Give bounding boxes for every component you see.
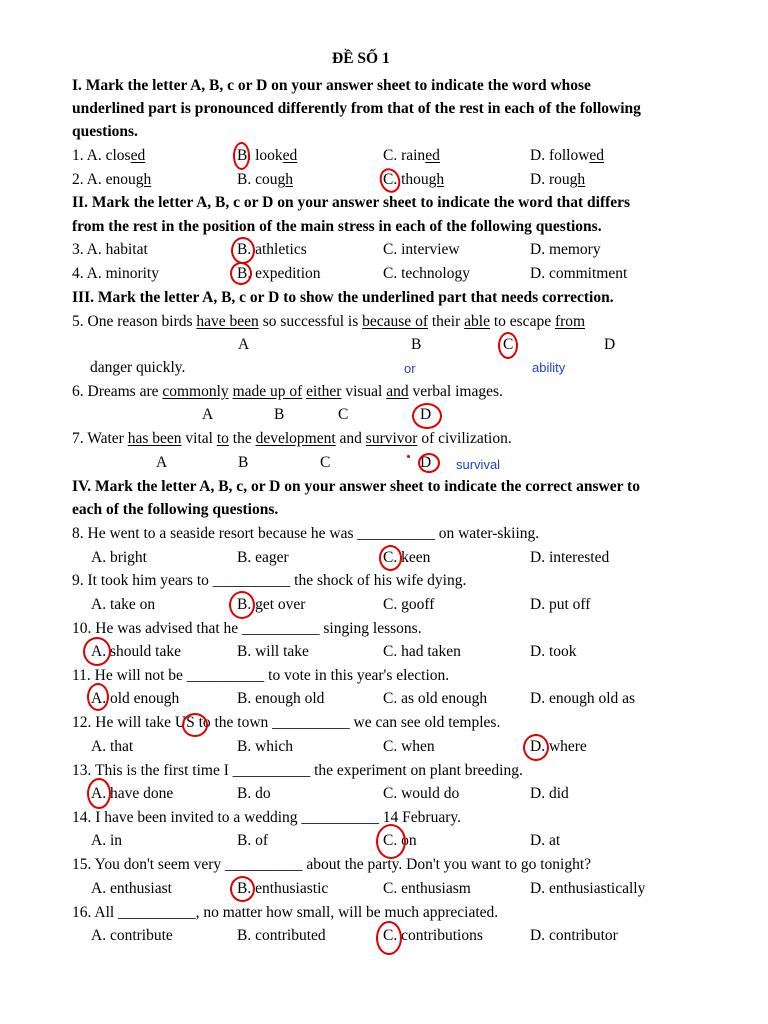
- q4-option-d: D. commitment: [530, 265, 628, 282]
- q13-option-d: D. did: [530, 785, 569, 802]
- q8-option-c: C. keen: [383, 549, 431, 566]
- q10-stem: 10. He was advised that he __________ singing lessons.: [72, 620, 422, 637]
- q5-label-b: B: [411, 336, 422, 353]
- q11-stem: 11. He will not be __________ to vote in this year's election.: [72, 667, 450, 684]
- q16-option-c: C. contributions: [383, 927, 483, 944]
- q3-option-b: B. athletics: [237, 241, 307, 258]
- answer-mark-q14: [376, 824, 406, 859]
- q13-option-c: C. would do: [383, 785, 460, 802]
- handwritten-note-or: or: [404, 361, 416, 376]
- q15-option-d: D. enthusiastically: [530, 880, 646, 897]
- q11-option-b: B. enough old: [237, 690, 325, 707]
- section-4-instruction-line-1: IV. Mark the letter A, B, c, or D on your answer sheet to indicate the correct answer to: [72, 478, 640, 495]
- q1-option-d: D. followed: [530, 147, 605, 164]
- q7-label-d: D: [420, 454, 432, 471]
- q1-option-b: B. looked: [237, 147, 298, 164]
- q2-option-d: D. rough: [530, 171, 586, 188]
- q9-option-a: A. take on: [91, 596, 156, 613]
- q2-option-c: C. though: [383, 171, 445, 188]
- page-title: ĐỀ SỐ 1: [332, 50, 390, 67]
- answer-mark-q7-dot: [407, 455, 410, 458]
- q11-option-a: A. old enough: [91, 690, 180, 707]
- answer-mark-q12-us: [182, 713, 208, 737]
- q8-option-b: B. eager: [237, 549, 289, 566]
- q5-label-a: A: [238, 336, 250, 353]
- section-2-instruction-line-2: from the rest in the position of the main stress in each of the following questions.: [72, 218, 602, 235]
- q8-option-d: D. interested: [530, 549, 610, 566]
- q11-option-d: D. enough old as: [530, 690, 636, 707]
- q10-option-b: B. will take: [237, 643, 309, 660]
- q14-option-b: B. of: [237, 832, 268, 849]
- q7-label-a: A: [156, 454, 168, 471]
- answer-mark-q7: [418, 453, 440, 473]
- q5-sentence: 5. One reason birds have been so successful is because of their able to escape from: [72, 313, 586, 330]
- q16-option-d: D. contributor: [530, 927, 618, 944]
- q6-label-b: B: [274, 406, 285, 423]
- q14-option-a: A. in: [91, 832, 122, 849]
- q16-option-b: B. contributed: [237, 927, 326, 944]
- q2-option-a: 2. A. enough: [72, 171, 152, 188]
- answer-mark-q16: [376, 921, 402, 955]
- q15-option-c: C. enthusiasm: [383, 880, 471, 897]
- q9-stem: 9. It took him years to __________ the shock of his wife dying.: [72, 572, 467, 589]
- q3-option-a: 3. A. habitat: [72, 241, 148, 258]
- q1-option-a: 1. A. closed: [72, 147, 146, 164]
- section-1-instruction-line-2: underlined part is pronounced differently from that of the rest in each of the following: [72, 100, 641, 117]
- answer-mark-q15: [230, 876, 255, 902]
- answer-mark-q6: [412, 403, 442, 429]
- q3-option-c: C. interview: [383, 241, 460, 258]
- q5-label-c: C: [503, 336, 514, 353]
- q13-stem: 13. This is the first time I __________ the experiment on plant breeding.: [72, 762, 523, 779]
- q5-label-d: D: [604, 336, 616, 353]
- q12-option-a: A. that: [91, 738, 134, 755]
- q6-label-d: D: [420, 406, 432, 423]
- answer-mark-q11: [87, 683, 109, 711]
- q13-option-b: B. do: [237, 785, 271, 802]
- q15-option-b: B. enthusiastic: [237, 880, 329, 897]
- answer-mark-q4: [230, 262, 252, 285]
- section-2-instruction-line-1: II. Mark the letter A, B, c or D on your answer sheet to indicate the word that differs: [72, 194, 631, 211]
- q13-option-a: A. have done: [91, 785, 174, 802]
- q4-option-a: 4. A. minority: [72, 265, 159, 282]
- q4-option-b: B. expedition: [237, 265, 321, 282]
- handwritten-note-survival: survival: [456, 457, 501, 472]
- q11-option-c: C. as old enough: [383, 690, 488, 707]
- answer-mark-q5: [498, 332, 518, 359]
- q12-stem: 12. He will take US to the town __________ we can see old temples.: [72, 714, 501, 731]
- q7-label-c: C: [320, 454, 331, 471]
- q6-label-a: A: [202, 406, 214, 423]
- q8-option-a: A. bright: [91, 549, 147, 566]
- q6-label-c: C: [338, 406, 349, 423]
- answer-mark-q9: [229, 591, 255, 619]
- section-1-instruction-line-1: I. Mark the letter A, B, c or D on your answer sheet to indicate the word whose: [72, 77, 591, 94]
- handwritten-note-ability: ability: [532, 360, 566, 375]
- q10-option-c: C. had taken: [383, 643, 461, 660]
- q9-option-b: B. get over: [237, 596, 306, 613]
- section-1-instruction-line-3: questions.: [72, 123, 138, 140]
- answer-mark-q8: [379, 545, 402, 571]
- q12-option-b: B. which: [237, 738, 293, 755]
- q10-option-a: A. should take: [91, 643, 181, 660]
- q6-sentence: 6. Dreams are commonly made up of either visual and verbal images.: [72, 383, 503, 400]
- q12-option-d: D. where: [530, 738, 587, 755]
- answer-mark-q12: [523, 734, 549, 761]
- answer-mark-q13: [87, 778, 111, 809]
- q14-option-c: C. on: [383, 832, 417, 849]
- q7-label-b: B: [238, 454, 249, 471]
- answer-mark-q2: [376, 165, 403, 195]
- section-4-instruction-line-2: each of the following questions.: [72, 501, 279, 518]
- answer-mark-q3: [231, 237, 255, 264]
- q16-option-a: A. contribute: [91, 927, 173, 944]
- q9-option-d: D. put off: [530, 596, 591, 613]
- q8-stem: 8. He went to a seaside resort because he was __________ on water-skiing.: [72, 525, 540, 542]
- q3-option-d: D. memory: [530, 241, 601, 258]
- q7-sentence: 7. Water has been vital to the development and survivor of civilization.: [72, 430, 512, 447]
- q2-option-b: B. cough: [237, 171, 293, 188]
- answer-mark-q1: [233, 142, 250, 170]
- q12-option-c: C. when: [383, 738, 435, 755]
- q5-sentence-continued: danger quickly.: [90, 359, 186, 376]
- q15-option-a: A. enthusiast: [91, 880, 172, 897]
- q10-option-d: D. took: [530, 643, 577, 660]
- q1-option-c: C. rained: [383, 147, 440, 164]
- q14-stem: 14. I have been invited to a wedding __________ 14 February.: [72, 809, 461, 826]
- q9-option-c: C. gooff: [383, 596, 435, 613]
- answer-mark-q10: [83, 637, 111, 666]
- q16-stem: 16. All __________, no matter how small, will be much appreciated.: [72, 904, 499, 921]
- q15-stem: 15. You don't seem very __________ about the party. Don't you want to go tonight?: [72, 856, 592, 873]
- q4-option-c: C. technology: [383, 265, 470, 282]
- section-3-instruction: III. Mark the letter A, B, c or D to show the underlined part that needs correction.: [72, 289, 614, 306]
- q14-option-d: D. at: [530, 832, 561, 849]
